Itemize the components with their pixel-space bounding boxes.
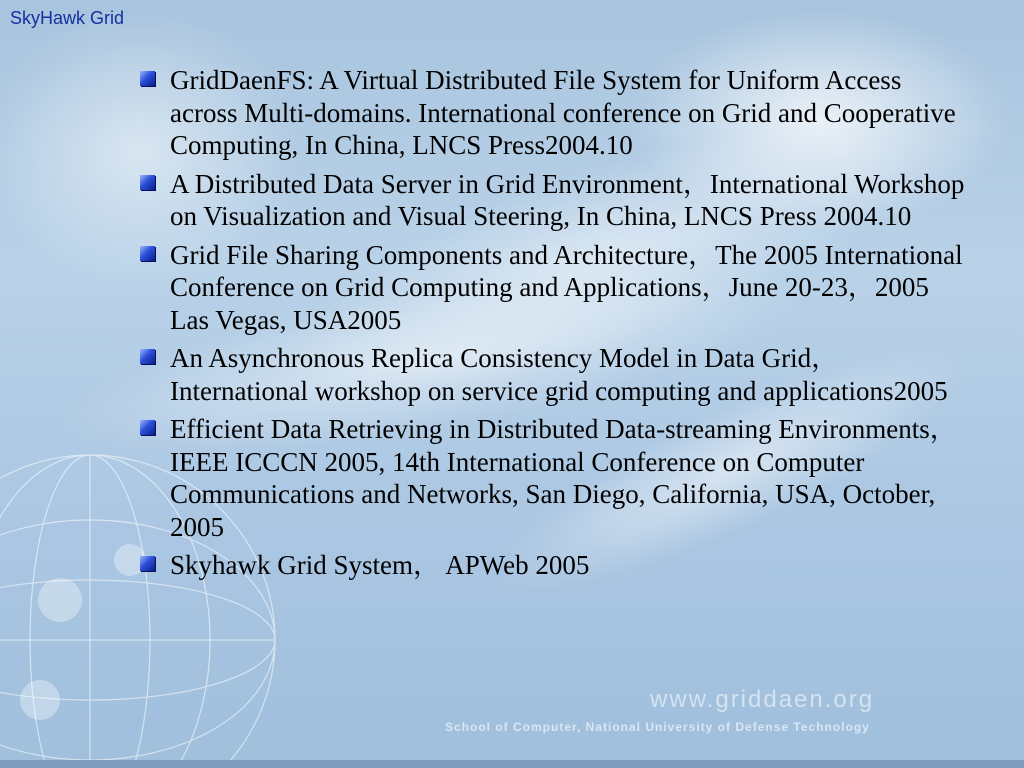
list-item [140, 413, 970, 543]
watermark-institution: School of Computer, National University of Defense Technology [445, 720, 870, 734]
square-bullet-icon [140, 556, 155, 571]
list-item [140, 64, 970, 162]
square-bullet-icon [140, 420, 155, 435]
publication-text: GridDaenFS: A Virtual Distributed File System for Uniform Access across Multi-domains. International conference on Grid and Cooperative Computing, In China, LNCS Press2004.10 [170, 65, 956, 160]
list-item [140, 342, 970, 407]
watermark-url: www.griddaen.org [650, 686, 875, 713]
list-item [140, 168, 970, 233]
square-bullet-icon [140, 71, 155, 86]
list-item [140, 549, 970, 582]
list-item [140, 239, 970, 337]
square-bullet-icon [140, 175, 155, 190]
publication-text: Efficient Data Retrieving in Distributed Data-streaming Environments，IEEE ICCCN 2005, 14th International Conference on Computer Communications and Networks, San Diego, California, USA, October, 2005 [170, 414, 957, 542]
publication-text: Skyhawk Grid System， APWeb 2005 [170, 550, 590, 580]
publication-list [140, 64, 970, 588]
square-bullet-icon [140, 246, 155, 261]
app-title: SkyHawk Grid [10, 8, 125, 28]
publication-text: A Distributed Data Server in Grid Environment，International Workshop on Visualization and Visual Steering, In China, LNCS Press 2004.10 [170, 168, 965, 231]
publication-text: Grid File Sharing Components and Architecture，The 2005 International Conference on Grid Computing and Applications，June 20-23，2005 Las Vegas, USA2005 [170, 239, 963, 335]
bottom-divider [0, 760, 1024, 768]
publication-text: An Asynchronous Replica Consistency Model in Data Grid，International workshop on service grid computing and applications2005 [170, 343, 948, 406]
square-bullet-icon [140, 349, 155, 364]
